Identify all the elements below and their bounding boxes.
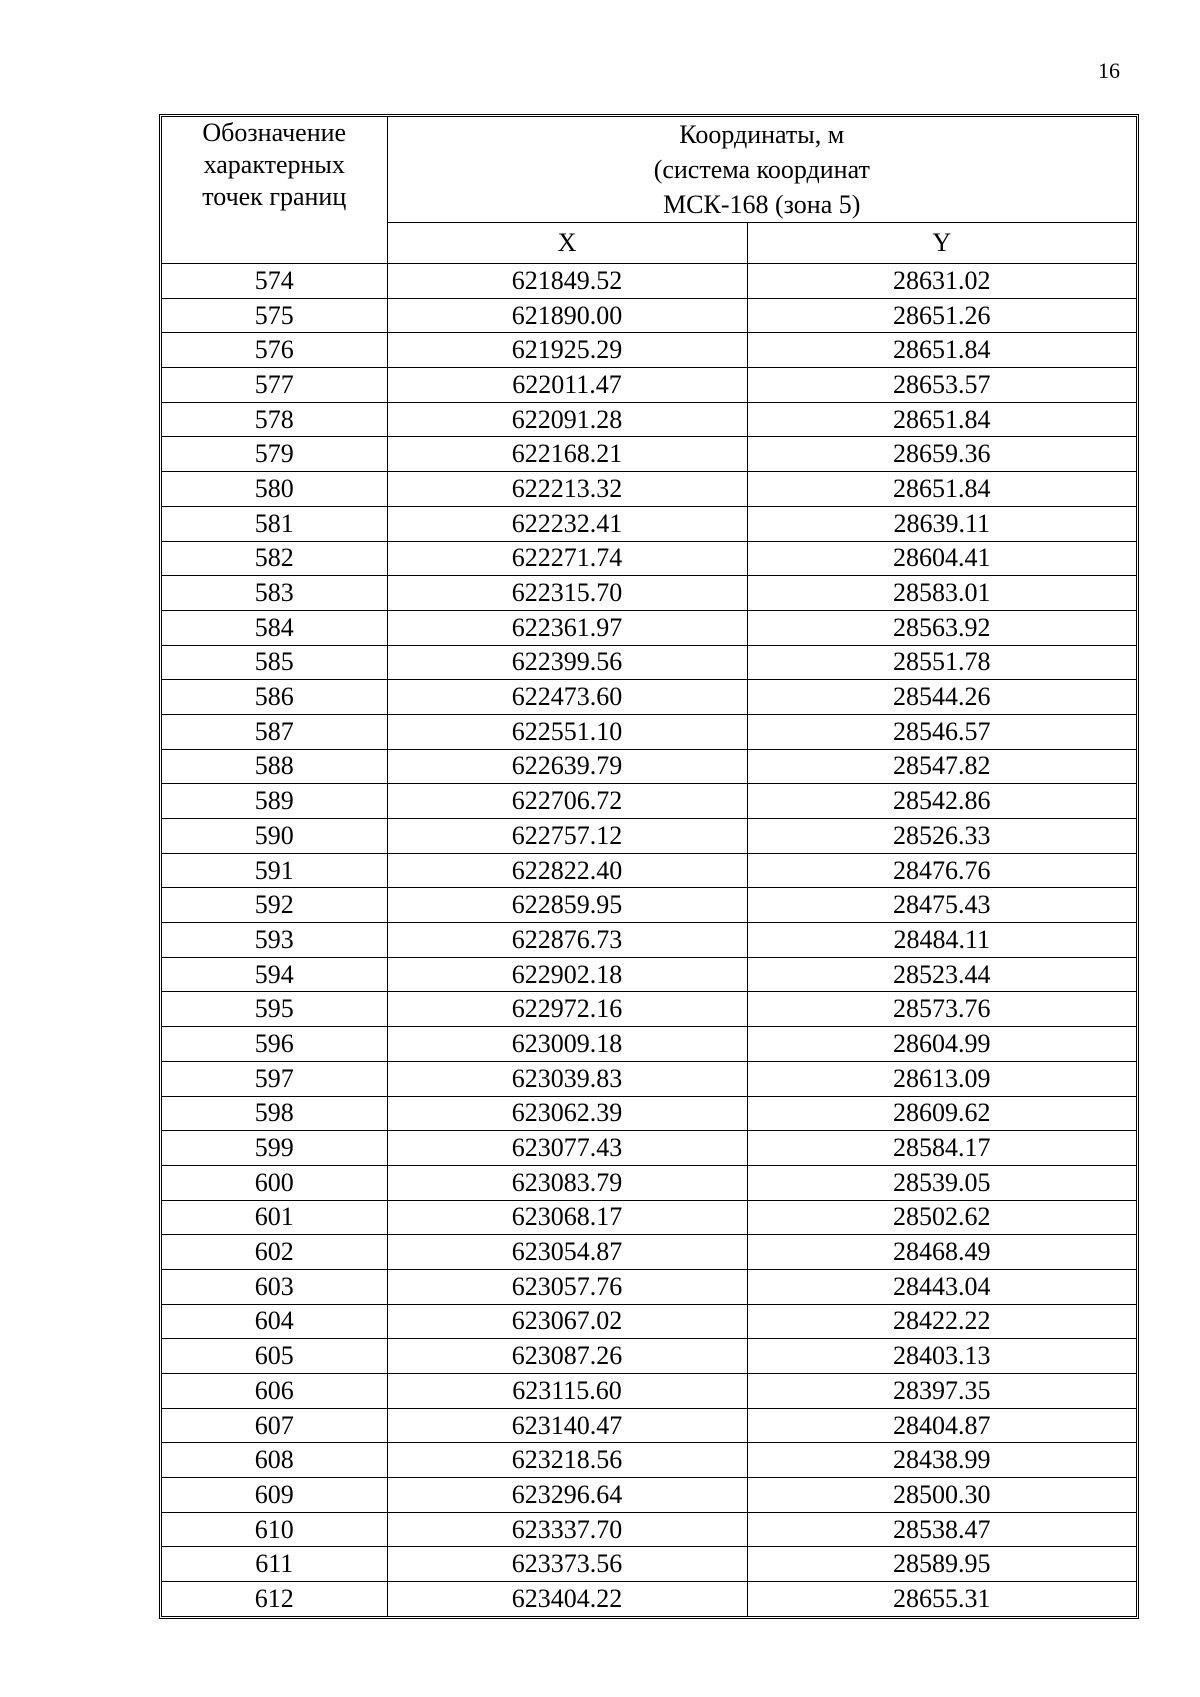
x-coordinate-cell: 622213.32 — [387, 472, 747, 507]
x-coordinate-cell: 623404.22 — [387, 1582, 747, 1616]
point-number-cell: 583 — [162, 576, 387, 611]
point-number-cell: 582 — [162, 541, 387, 576]
table-row — [162, 714, 1136, 749]
x-coordinate-cell: 623373.56 — [387, 1547, 747, 1582]
y-coordinate-cell: 28639.11 — [747, 506, 1136, 541]
x-coordinate-cell: 622232.41 — [387, 506, 747, 541]
y-coordinate-cell: 28539.05 — [747, 1165, 1136, 1200]
x-coordinate-cell: 622706.72 — [387, 784, 747, 819]
x-coordinate-cell: 622168.21 — [387, 437, 747, 472]
y-coordinate-cell: 28544.26 — [747, 680, 1136, 715]
page-number: 16 — [1098, 58, 1120, 83]
table-row — [162, 1165, 1136, 1200]
point-number-cell: 579 — [162, 437, 387, 472]
x-coordinate-cell: 623062.39 — [387, 1096, 747, 1131]
y-coordinate-cell: 28573.76 — [747, 992, 1136, 1027]
x-coordinate-cell: 622091.28 — [387, 402, 747, 437]
point-number-cell: 593 — [162, 923, 387, 958]
point-number-cell: 575 — [162, 298, 387, 333]
table-row — [162, 1374, 1136, 1409]
y-coordinate-cell: 28546.57 — [747, 714, 1136, 749]
x-coordinate-cell: 622361.97 — [387, 610, 747, 645]
x-coordinate-cell: 623115.60 — [387, 1374, 747, 1409]
point-number-cell: 612 — [162, 1582, 387, 1616]
y-coordinate-cell: 28502.62 — [747, 1200, 1136, 1235]
point-number-cell: 590 — [162, 819, 387, 854]
x-coordinate-cell: 621849.52 — [387, 264, 747, 299]
table-row — [162, 1443, 1136, 1478]
point-number-cell: 609 — [162, 1478, 387, 1513]
table-body — [162, 264, 1136, 1616]
table-row — [162, 1339, 1136, 1374]
table-row — [162, 1582, 1136, 1616]
y-coordinate-cell: 28404.87 — [747, 1408, 1136, 1443]
y-coordinate-cell: 28584.17 — [747, 1131, 1136, 1166]
table-row — [162, 992, 1136, 1027]
point-number-cell: 602 — [162, 1235, 387, 1270]
table-row — [162, 1547, 1136, 1582]
point-number-cell: 604 — [162, 1304, 387, 1339]
y-coordinate-cell: 28659.36 — [747, 437, 1136, 472]
table-row — [162, 1131, 1136, 1166]
table-row — [162, 264, 1136, 299]
x-coordinate-cell: 621890.00 — [387, 298, 747, 333]
y-coordinate-cell: 28475.43 — [747, 888, 1136, 923]
table-row — [162, 1304, 1136, 1339]
table-row — [162, 472, 1136, 507]
point-number-cell: 599 — [162, 1131, 387, 1166]
y-coordinate-cell: 28631.02 — [747, 264, 1136, 299]
point-number-cell: 600 — [162, 1165, 387, 1200]
x-coordinate-cell: 622399.56 — [387, 645, 747, 680]
y-coordinate-cell: 28397.35 — [747, 1374, 1136, 1409]
y-coordinate-cell: 28589.95 — [747, 1547, 1136, 1582]
table-row — [162, 368, 1136, 403]
x-coordinate-cell: 623057.76 — [387, 1269, 747, 1304]
y-coordinate-cell: 28547.82 — [747, 749, 1136, 784]
x-coordinate-cell: 622551.10 — [387, 714, 747, 749]
point-number-cell: 587 — [162, 714, 387, 749]
y-coordinate-cell: 28651.84 — [747, 472, 1136, 507]
x-coordinate-cell: 623009.18 — [387, 1027, 747, 1062]
header-designation-line: Обозначение — [202, 118, 347, 147]
point-number-cell: 597 — [162, 1061, 387, 1096]
table-row — [162, 749, 1136, 784]
point-number-cell: 588 — [162, 749, 387, 784]
x-coordinate-cell: 622876.73 — [387, 923, 747, 958]
point-number-cell: 577 — [162, 368, 387, 403]
y-coordinate-cell: 28604.41 — [747, 541, 1136, 576]
y-coordinate-cell: 28523.44 — [747, 957, 1136, 992]
header-y: Y — [747, 223, 1136, 264]
y-coordinate-cell: 28604.99 — [747, 1027, 1136, 1062]
x-coordinate-cell: 622639.79 — [387, 749, 747, 784]
x-coordinate-cell: 623054.87 — [387, 1235, 747, 1270]
table-row — [162, 819, 1136, 854]
header-coordinates — [387, 117, 1136, 223]
point-number-cell: 596 — [162, 1027, 387, 1062]
table-row — [162, 888, 1136, 923]
x-coordinate-cell: 623218.56 — [387, 1443, 747, 1478]
table-row — [162, 1061, 1136, 1096]
x-coordinate-cell: 623039.83 — [387, 1061, 747, 1096]
header-x: X — [387, 223, 747, 264]
point-number-cell: 611 — [162, 1547, 387, 1582]
header-coords-line: Координаты, м — [679, 120, 845, 149]
point-number-cell: 607 — [162, 1408, 387, 1443]
y-coordinate-cell: 28563.92 — [747, 610, 1136, 645]
y-coordinate-cell: 28484.11 — [747, 923, 1136, 958]
table-row — [162, 541, 1136, 576]
table-row — [162, 298, 1136, 333]
point-number-cell: 591 — [162, 853, 387, 888]
table-row — [162, 1235, 1136, 1270]
y-coordinate-cell: 28403.13 — [747, 1339, 1136, 1374]
x-coordinate-cell: 623296.64 — [387, 1478, 747, 1513]
header-coords-line: МСК-168 (зона 5) — [663, 190, 861, 219]
point-number-cell: 574 — [162, 264, 387, 299]
table-row — [162, 402, 1136, 437]
y-coordinate-cell: 28613.09 — [747, 1061, 1136, 1096]
table-row — [162, 333, 1136, 368]
point-number-cell: 585 — [162, 645, 387, 680]
table-row — [162, 853, 1136, 888]
point-number-cell: 581 — [162, 506, 387, 541]
point-number-cell: 594 — [162, 957, 387, 992]
point-number-cell: 584 — [162, 610, 387, 645]
y-coordinate-cell: 28651.84 — [747, 402, 1136, 437]
y-coordinate-cell: 28500.30 — [747, 1478, 1136, 1513]
table-row — [162, 923, 1136, 958]
y-coordinate-cell: 28443.04 — [747, 1269, 1136, 1304]
table-row — [162, 957, 1136, 992]
y-coordinate-cell: 28583.01 — [747, 576, 1136, 611]
x-coordinate-cell: 622271.74 — [387, 541, 747, 576]
table-row — [162, 1512, 1136, 1547]
y-coordinate-cell: 28468.49 — [747, 1235, 1136, 1270]
y-coordinate-cell: 28651.84 — [747, 333, 1136, 368]
point-number-cell: 610 — [162, 1512, 387, 1547]
x-coordinate-cell: 623087.26 — [387, 1339, 747, 1374]
table-row — [162, 1478, 1136, 1513]
point-number-cell: 592 — [162, 888, 387, 923]
y-coordinate-cell: 28422.22 — [747, 1304, 1136, 1339]
header-designation-line: точек границ — [202, 182, 347, 211]
x-coordinate-cell: 622473.60 — [387, 680, 747, 715]
x-coordinate-cell: 623140.47 — [387, 1408, 747, 1443]
y-coordinate-cell: 28651.26 — [747, 298, 1136, 333]
point-number-cell: 601 — [162, 1200, 387, 1235]
x-coordinate-cell: 622757.12 — [387, 819, 747, 854]
point-number-cell: 606 — [162, 1374, 387, 1409]
x-coordinate-cell: 622822.40 — [387, 853, 747, 888]
x-coordinate-cell: 623337.70 — [387, 1512, 747, 1547]
coordinates-table-frame — [159, 114, 1139, 1619]
header-coords-line: (система координат — [653, 155, 870, 184]
point-number-cell: 598 — [162, 1096, 387, 1131]
x-coordinate-cell: 622011.47 — [387, 368, 747, 403]
y-coordinate-cell: 28653.57 — [747, 368, 1136, 403]
x-coordinate-cell: 622859.95 — [387, 888, 747, 923]
table-row — [162, 784, 1136, 819]
point-number-cell: 605 — [162, 1339, 387, 1374]
x-coordinate-cell: 623067.02 — [387, 1304, 747, 1339]
x-coordinate-cell: 622972.16 — [387, 992, 747, 1027]
table-row — [162, 1408, 1136, 1443]
header-designation-line: характерных — [203, 150, 345, 179]
y-coordinate-cell: 28609.62 — [747, 1096, 1136, 1131]
y-coordinate-cell: 28655.31 — [747, 1582, 1136, 1616]
y-coordinate-cell: 28476.76 — [747, 853, 1136, 888]
y-coordinate-cell: 28551.78 — [747, 645, 1136, 680]
coordinates-table — [162, 117, 1136, 1616]
table-row — [162, 506, 1136, 541]
point-number-cell: 578 — [162, 402, 387, 437]
x-coordinate-cell: 622902.18 — [387, 957, 747, 992]
point-number-cell: 580 — [162, 472, 387, 507]
table-row — [162, 1269, 1136, 1304]
point-number-cell: 576 — [162, 333, 387, 368]
y-coordinate-cell: 28438.99 — [747, 1443, 1136, 1478]
point-number-cell: 586 — [162, 680, 387, 715]
table-row — [162, 645, 1136, 680]
point-number-cell: 595 — [162, 992, 387, 1027]
x-coordinate-cell: 623083.79 — [387, 1165, 747, 1200]
table-row — [162, 1096, 1136, 1131]
x-coordinate-cell: 622315.70 — [387, 576, 747, 611]
table-header — [162, 117, 1136, 264]
table-row — [162, 610, 1136, 645]
point-number-cell: 608 — [162, 1443, 387, 1478]
x-coordinate-cell: 623077.43 — [387, 1131, 747, 1166]
y-coordinate-cell: 28538.47 — [747, 1512, 1136, 1547]
table-row — [162, 1027, 1136, 1062]
y-coordinate-cell: 28542.86 — [747, 784, 1136, 819]
table-row — [162, 576, 1136, 611]
x-coordinate-cell: 623068.17 — [387, 1200, 747, 1235]
point-number-cell: 603 — [162, 1269, 387, 1304]
table-row — [162, 680, 1136, 715]
y-coordinate-cell: 28526.33 — [747, 819, 1136, 854]
table-row — [162, 1200, 1136, 1235]
x-coordinate-cell: 621925.29 — [387, 333, 747, 368]
table-row — [162, 437, 1136, 472]
point-number-cell: 589 — [162, 784, 387, 819]
header-point-designation — [162, 117, 387, 264]
